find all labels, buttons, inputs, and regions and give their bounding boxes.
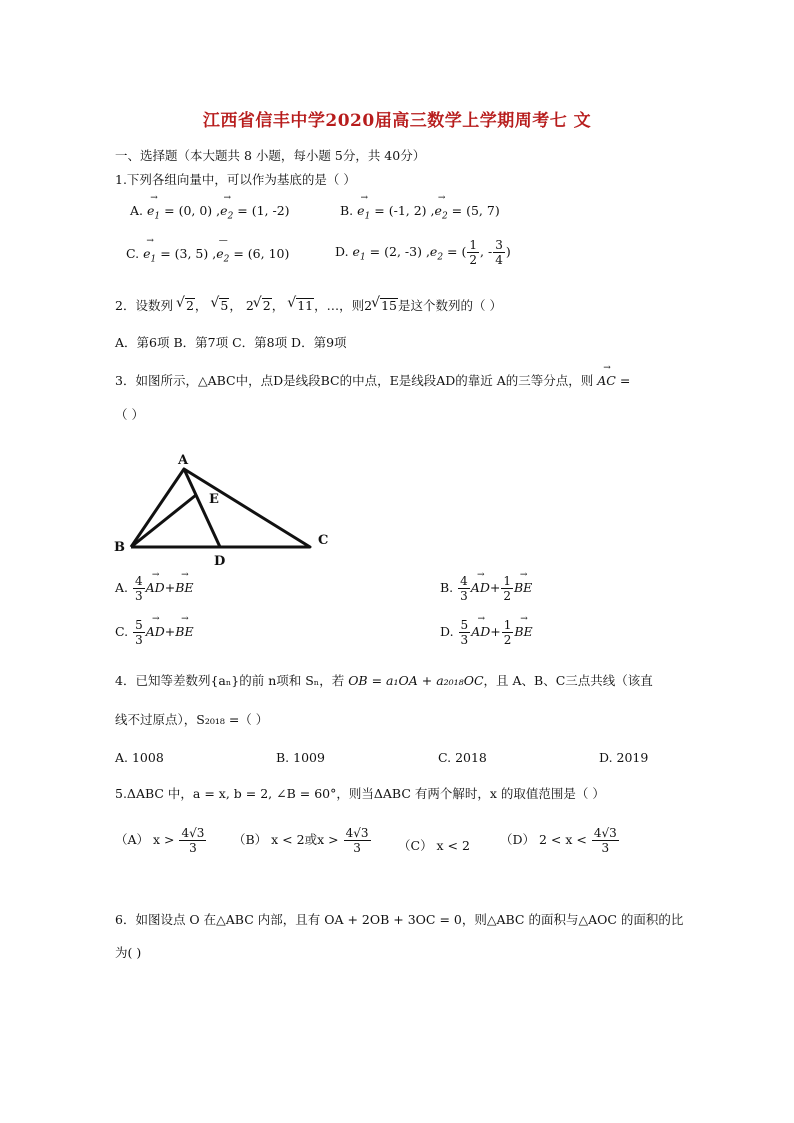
vector-ad: AD → [145,614,165,639]
q1-c-v1: = (3, 5) [160,246,209,261]
vector-e2: $e_2$ → [434,193,448,222]
q3-blank: （ ） [115,407,144,422]
vector-be: BE → [175,570,194,595]
vector-e2: $e_2$ → [220,193,234,222]
q3-stem [115,363,631,389]
q1-b-label: B. [340,203,354,218]
q6-stem: 6．如图设点 O 在△ABC 内部，且有 OA + 2OB + 3OC = 0，则△ABC 的面积与△AOC 的面积的比 [115,912,684,927]
q3-d-label: D. [440,624,454,639]
q5-stem: 5.ΔABC 中，a = x, b = 2, ∠B = 60°，则当ΔABC 有两个解时，x 的取值范围是（ ） [115,786,605,801]
vector-e1: $e_1$ → [143,236,157,265]
q5-a-text: （A） x > [115,832,175,847]
coefficient: 2 [245,298,254,313]
q1-c-v2: = (6, 10) [233,246,290,261]
section-heading: 一、选择题（本大题共 8 小题，每小题 5分，共 40分） [115,148,426,163]
q3-b-label: B. [440,580,454,595]
vector-be: BE → [175,614,194,639]
document-title: 江西省信丰中学2020届高三数学上学期周考七 文 [202,111,592,131]
fraction: $\frac{4√3}{3}$ [593,826,617,855]
q4-line2: 线不过原点），S₂₀₁₈ =（ ） [115,712,269,727]
q1-option-d: D. $e_1 = (2$, -3) $,e_2$ = ( $\frac{1}{2}$ , - $\frac{3}{4}$ ) [335,238,511,267]
q3-option-b: B. $\frac{4}{3}$ AD → + $\frac{1}{2}$ BE → [440,570,533,603]
sqrt: √ 5 [219,298,229,313]
q4-option-b: B. 1009 [276,750,325,765]
fraction: $\frac{4√3}{3}$ [181,826,205,855]
q4-option-d: D. 2019 [599,750,649,765]
q1-stem: 1.下列各组向量中，可以作为基底的是（ ） [115,172,356,187]
fraction: $\frac{5}{3}$ [135,618,143,647]
segment-be [131,495,196,547]
vector-e1: $e_1$ → [357,193,371,222]
sqrt: √ 2 [185,298,195,313]
q1-b-v1: = (-1, 2) [374,203,427,218]
q4-vector-equation: OB = a₁OA + a₂₀₁₈OC [348,673,484,688]
fraction: $\frac{4}{3}$ [460,574,468,603]
q5-option-b [233,826,372,855]
q5-option-d [500,826,620,855]
q1-d-mid: , - [480,244,493,259]
triangle-abc [131,469,310,547]
point-label-e: E [209,492,219,507]
q3-option-c: C. $\frac{5}{3}$ AD → +BE → [115,614,194,647]
vector-e1: $e_1$ [352,244,366,263]
q1-d-v2: = ( [447,244,467,259]
q1-c-label: C. [126,246,140,261]
equals-sign: = [619,373,631,388]
q4-text-b: ，且 A、B、C三点共线（该直 [483,673,653,688]
q2-options: A．第6项 B．第7项 C．第8项 D．第9项 [115,335,347,350]
q1-d-v1: = (2, -3) [369,244,422,259]
q5-option-c: （C） x < 2 [398,838,470,853]
vector-be: BE → [514,614,533,639]
q6-line2: 为( ) [115,945,142,960]
q4-stem [115,671,653,689]
q2-stem: 2．设数列 √ 2， √ 5， 2√ 2， √ 11，…，则2√ 15是这个数列的（ ） [115,296,502,314]
q4-option-c: C. 2018 [438,750,487,765]
sqrt: √ 11 [296,298,314,313]
point-label-d: D [214,554,226,569]
fraction: $\frac{5}{3}$ [460,618,469,647]
fraction: $\frac{1}{2}$ [503,618,512,647]
fraction: $\frac{4√3}{3}$ [345,826,369,855]
q4-text-a: 4．已知等差数列{aₙ}的前 n项和 Sₙ，若 [115,673,345,688]
q1-d-label: D. [335,244,349,259]
vector-e2: $e_2$ [429,244,444,263]
fraction: $\frac{4}{3}$ [135,574,143,603]
q2-text-a: 2．设数列 [115,298,173,313]
fraction: $\frac{1}{2}$ [469,238,478,267]
fraction: $\frac{1}{2}$ [503,574,511,603]
sqrt: √ 15 [380,298,398,313]
q3-text: 3．如图所示，△ABC中，点D是线段BC的中点，E是线段AD的靠近 A的三等分点，则 [115,373,594,388]
q5-b-text: （B） x < 2或x > [233,832,339,847]
vector-ad: AD → [470,570,490,595]
q4-option-a: A. 1008 [115,750,164,765]
q3-option-a: A. $\frac{4}{3}$ AD → +BE → [115,570,194,603]
vector-ad: AD → [471,614,491,639]
q5-option-a [115,826,207,855]
fraction: $\frac{3}{4}$ [495,238,503,267]
sqrt: √ 2 [262,298,272,313]
vector-e2: $e_2$ — [216,236,230,265]
triangle-figure [110,448,340,570]
q1-option-c: C. $e_1$ → = (3, 5) $,e_2$ — = (6, 10) [126,236,290,265]
q1-option-b: B. $e_1$ → = (-1, 2) $,e_2$ → = (5, 7) [340,193,500,222]
vertex-label-b: B [114,540,125,555]
q1-b-v2: = (5, 7) [451,203,500,218]
q1-a-label: A. [130,203,144,218]
q1-a-v2: = (1, -2) [237,203,290,218]
q2-text-b: ，…，则2 [314,298,373,313]
vector-ac: AC → [597,363,616,388]
q1-d-end: ) [505,244,511,259]
vector-ad: AD → [145,570,165,595]
vector-e1: $e_1$ → [147,193,161,222]
q1-option-a: A. $e_1$ → = (0, 0) $,e_2$ → = (1, -2) [130,193,290,222]
q2-text-c: 是这个数列的（ ） [397,298,502,313]
vertex-label-a: A [178,453,189,468]
q3-option-d: D. $\frac{5}{3}$ AD → + $\frac{1}{2}$ BE → [440,614,533,647]
q1-a-v1: = (0, 0) [164,203,213,218]
q3-a-label: A. [115,580,129,595]
vector-be: BE → [513,570,533,595]
q3-c-label: C. [115,624,129,639]
vertex-label-c: C [318,533,329,548]
q5-d-text: （D） 2 < x < [500,832,587,847]
